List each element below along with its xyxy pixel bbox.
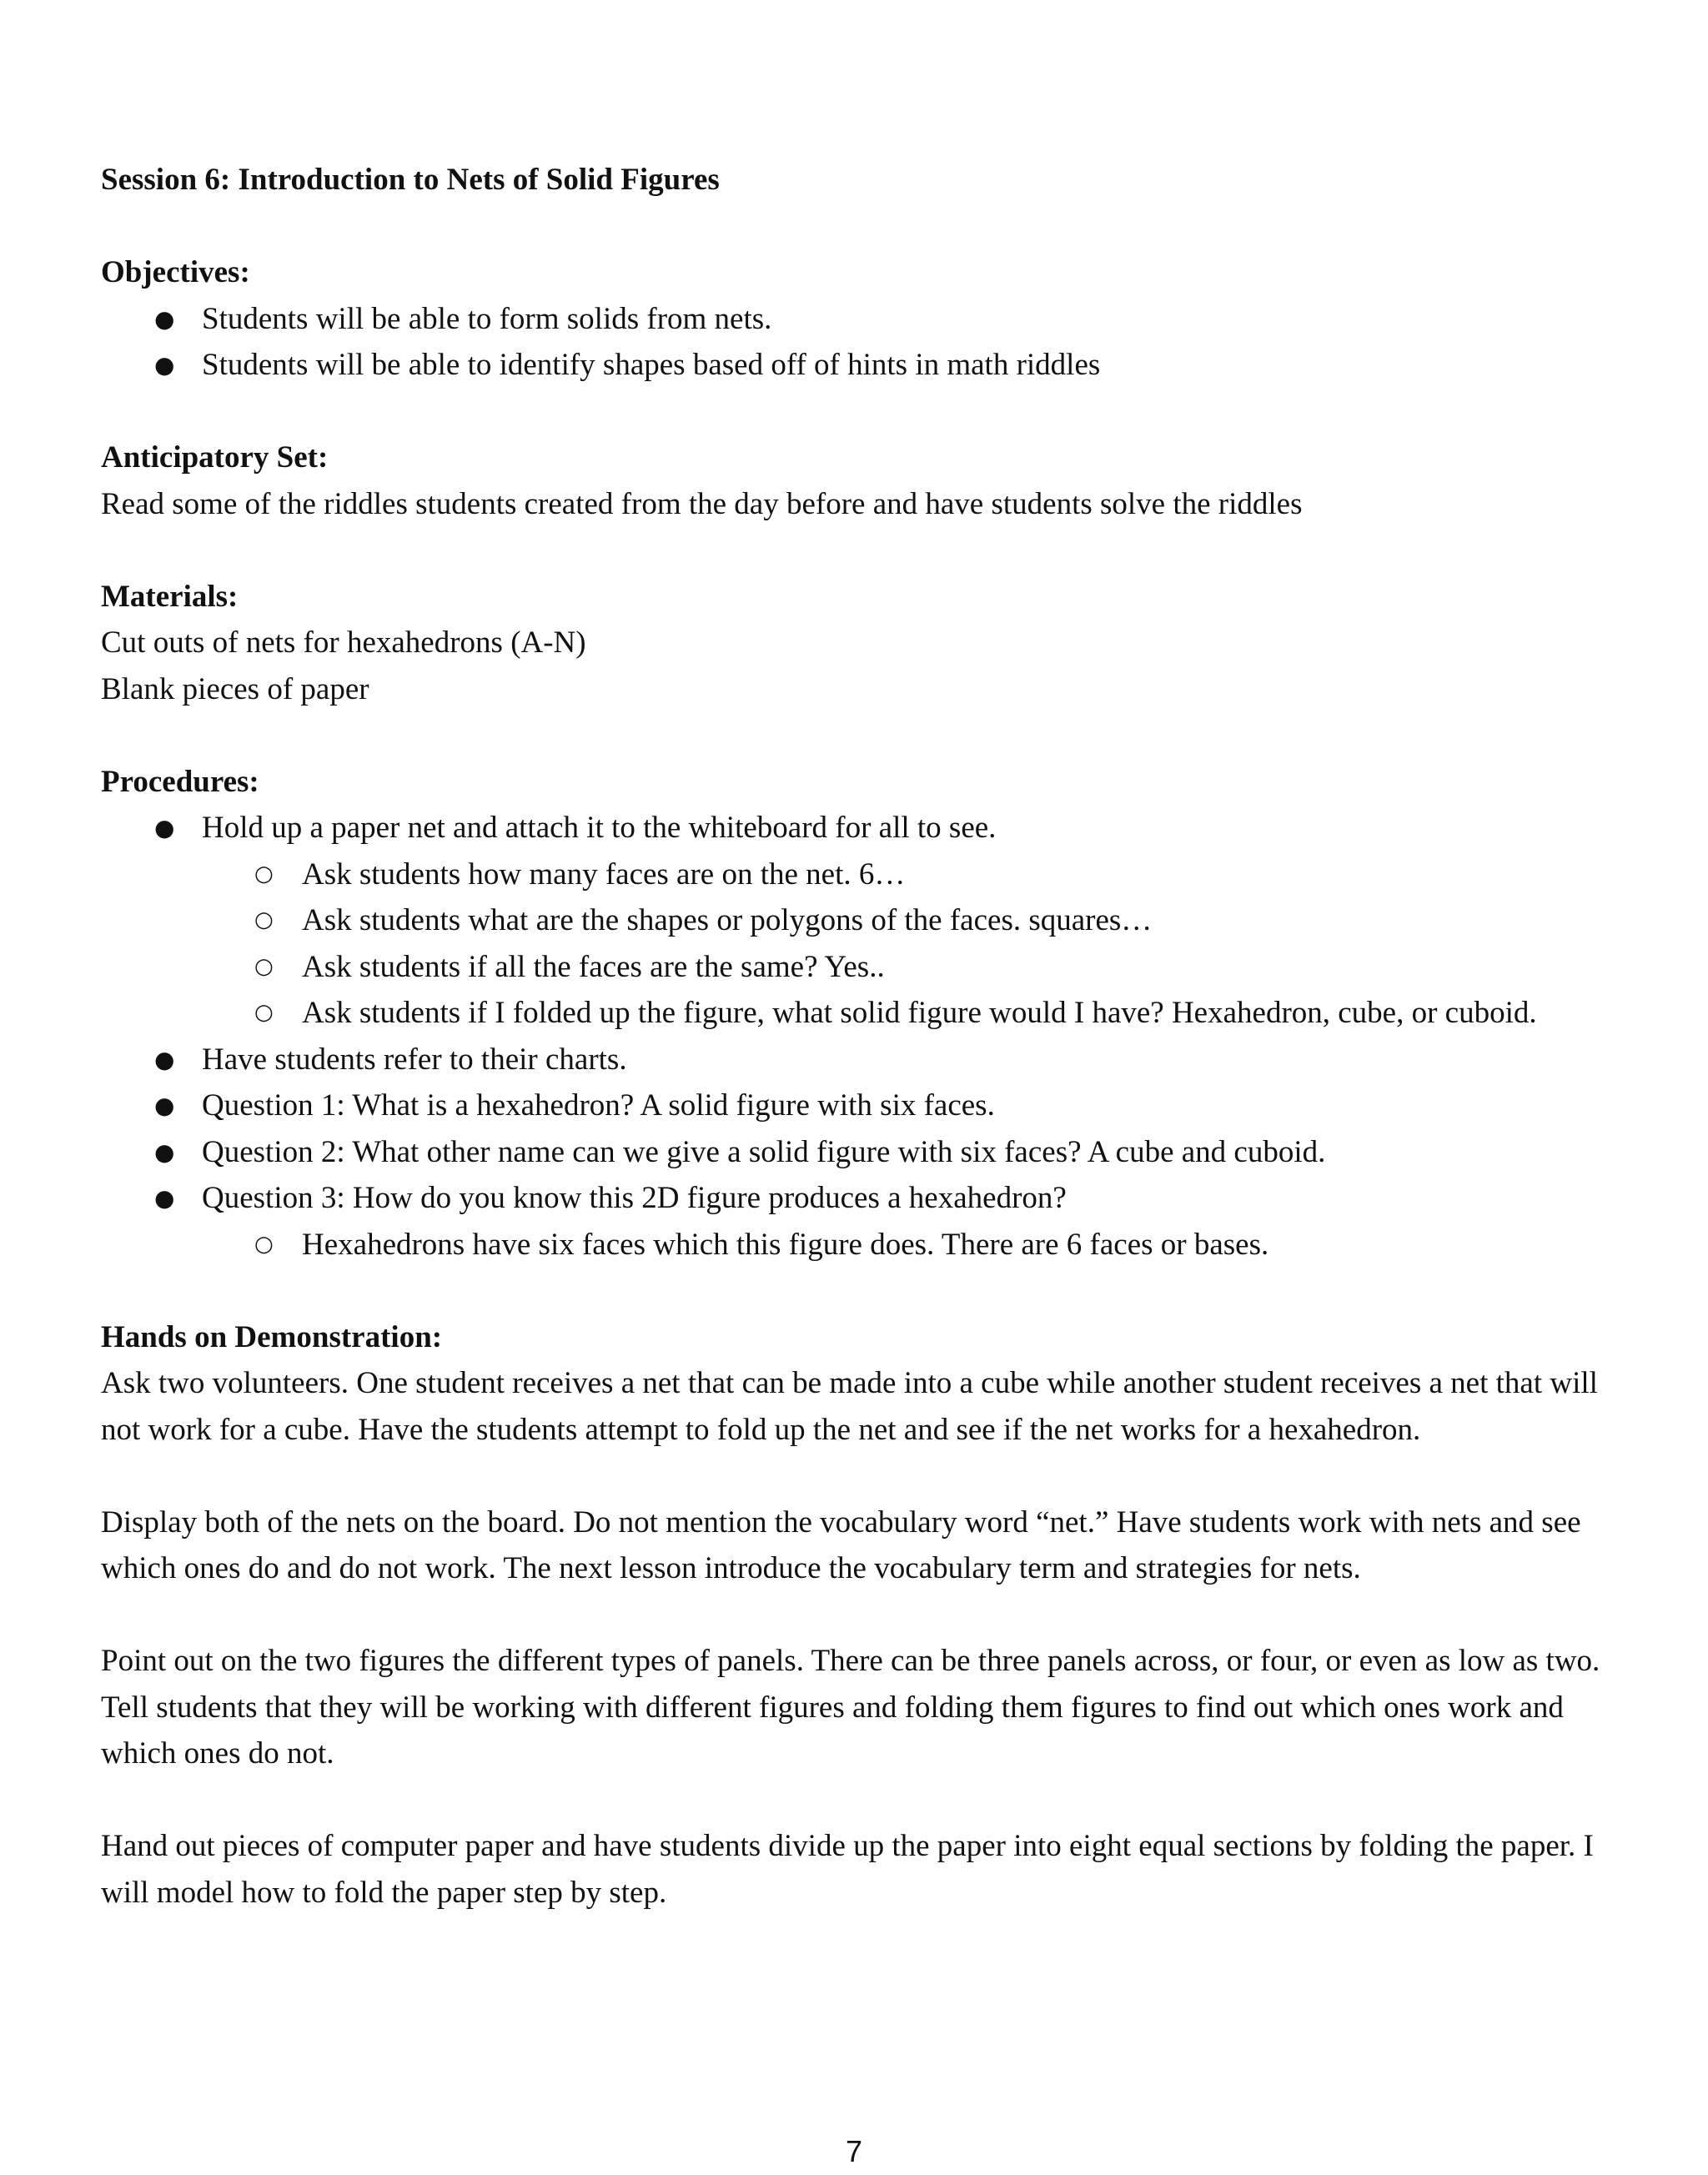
anticipatory-set-heading: Anticipatory Set: <box>101 440 329 475</box>
procedure-text: Question 3: How do you know this 2D figure produces a hexahedron? <box>202 1181 1067 1215</box>
hollow-bullet-icon: ○ <box>254 1000 274 1025</box>
hands-on-heading: Hands on Demonstration: <box>101 1319 443 1354</box>
procedure-subitem-text: Hexahedrons have six faces which this figure does. There are 6 faces or bases. <box>302 1227 1269 1262</box>
materials-line: Cut outs of nets for hexahedrons (A-N) <box>101 625 586 660</box>
procedure-item <box>101 1175 1627 1222</box>
anticipatory-set-text: Read some of the riddles students created from the day before and have students solve the riddles <box>101 486 1303 521</box>
hands-on-paragraph: Point out on the two figures the different types of panels. There can be three panels across, or four, or even as low as two. Tell students that they will be working with different figures and folding them figures to find out which ones work and which ones do not. <box>101 1644 1600 1771</box>
procedure-subitem-text: Ask students how many faces are on the net. 6… <box>302 856 906 892</box>
procedure-subitem <box>101 1222 1627 1268</box>
bullet-icon: ● <box>154 1045 175 1073</box>
materials-line: Blank pieces of paper <box>101 671 369 706</box>
procedure-subitem <box>101 990 1627 1037</box>
hands-on-paragraph: Hand out pieces of computer paper and have students divide up the paper into eight equal sections by folding the paper. I will model how to fold the paper step by step. <box>101 1829 1594 1910</box>
procedure-item <box>101 1037 1627 1083</box>
hollow-bullet-icon: ○ <box>254 907 274 932</box>
procedure-subitem-text: Ask students what are the shapes or polygons of the faces. squares… <box>302 903 1153 937</box>
procedure-subitem <box>101 851 1627 898</box>
hands-on-paragraph: Display both of the nets on the board. Do not mention the vocabulary word “net.” Have students work with nets and see which ones do and do not work. The next lesson introduce the vocabulary term and strategies for nets. <box>101 1504 1581 1585</box>
hollow-bullet-icon: ○ <box>254 953 274 979</box>
objectives-list <box>101 296 1627 389</box>
spacer <box>101 1453 1627 1499</box>
hands-on-paragraph: Ask two volunteers. One student receives a net that can be made into a cube while another student receives a net that will not work for a cube. Have the students attempt to fold up the net and see if the net works for a hexahedron. <box>101 1366 1598 1447</box>
bullet-icon: ● <box>154 351 175 379</box>
bullet-icon: ● <box>154 304 175 333</box>
objectives-heading: Objectives: <box>101 255 250 289</box>
procedure-subitem <box>101 944 1627 991</box>
procedures-list-continued <box>101 1037 1627 1222</box>
objective-text: Students will be able to form solids from nets. <box>202 301 772 336</box>
procedure-subitems <box>101 851 1627 1037</box>
procedure-item <box>101 1082 1627 1129</box>
spacer <box>101 203 1627 250</box>
procedure-text: Have students refer to their charts. <box>202 1042 627 1077</box>
procedure-text: Question 2: What other name can we give a solid figure with six faces? A cube and cuboid. <box>202 1134 1326 1169</box>
bullet-icon: ● <box>154 1138 175 1166</box>
procedure-item <box>101 1129 1627 1176</box>
procedures-heading: Procedures: <box>101 764 259 799</box>
spacer <box>101 389 1627 435</box>
bullet-icon: ● <box>154 814 175 841</box>
bullet-icon: ● <box>154 1092 175 1119</box>
procedure-subitem-text: Ask students if all the faces are the same? Yes.. <box>302 949 885 984</box>
procedure-subitems <box>101 1222 1627 1268</box>
spacer <box>101 1268 1627 1314</box>
page-number: 7 <box>845 2134 863 2168</box>
objective-text: Students will be able to identify shapes based off of hints in math riddles <box>202 348 1101 382</box>
procedure-subitem <box>101 897 1627 944</box>
procedure-subitem-text: Ask students if I folded up the figure, what solid figure would I have? Hexahedron, cube, or cuboid. <box>302 996 1537 1030</box>
procedures-list <box>101 805 1627 851</box>
hollow-bullet-icon: ○ <box>254 861 274 887</box>
bullet-icon: ● <box>154 1184 175 1212</box>
materials-heading: Materials: <box>101 579 239 614</box>
objective-item <box>101 296 1627 343</box>
spacer <box>101 1592 1627 1639</box>
session-title: Session 6: Introduction to Nets of Solid Figures <box>101 163 720 197</box>
objective-item <box>101 342 1627 389</box>
procedure-item <box>101 805 1627 851</box>
spacer <box>101 712 1627 759</box>
procedure-text: Hold up a paper net and attach it to the whiteboard for all to see. <box>202 811 997 845</box>
procedure-text: Question 1: What is a hexahedron? A solid figure with six faces. <box>202 1088 995 1123</box>
hollow-bullet-icon: ○ <box>254 1231 274 1257</box>
spacer <box>101 527 1627 574</box>
page-content <box>101 157 1627 1916</box>
spacer <box>101 1777 1627 1824</box>
